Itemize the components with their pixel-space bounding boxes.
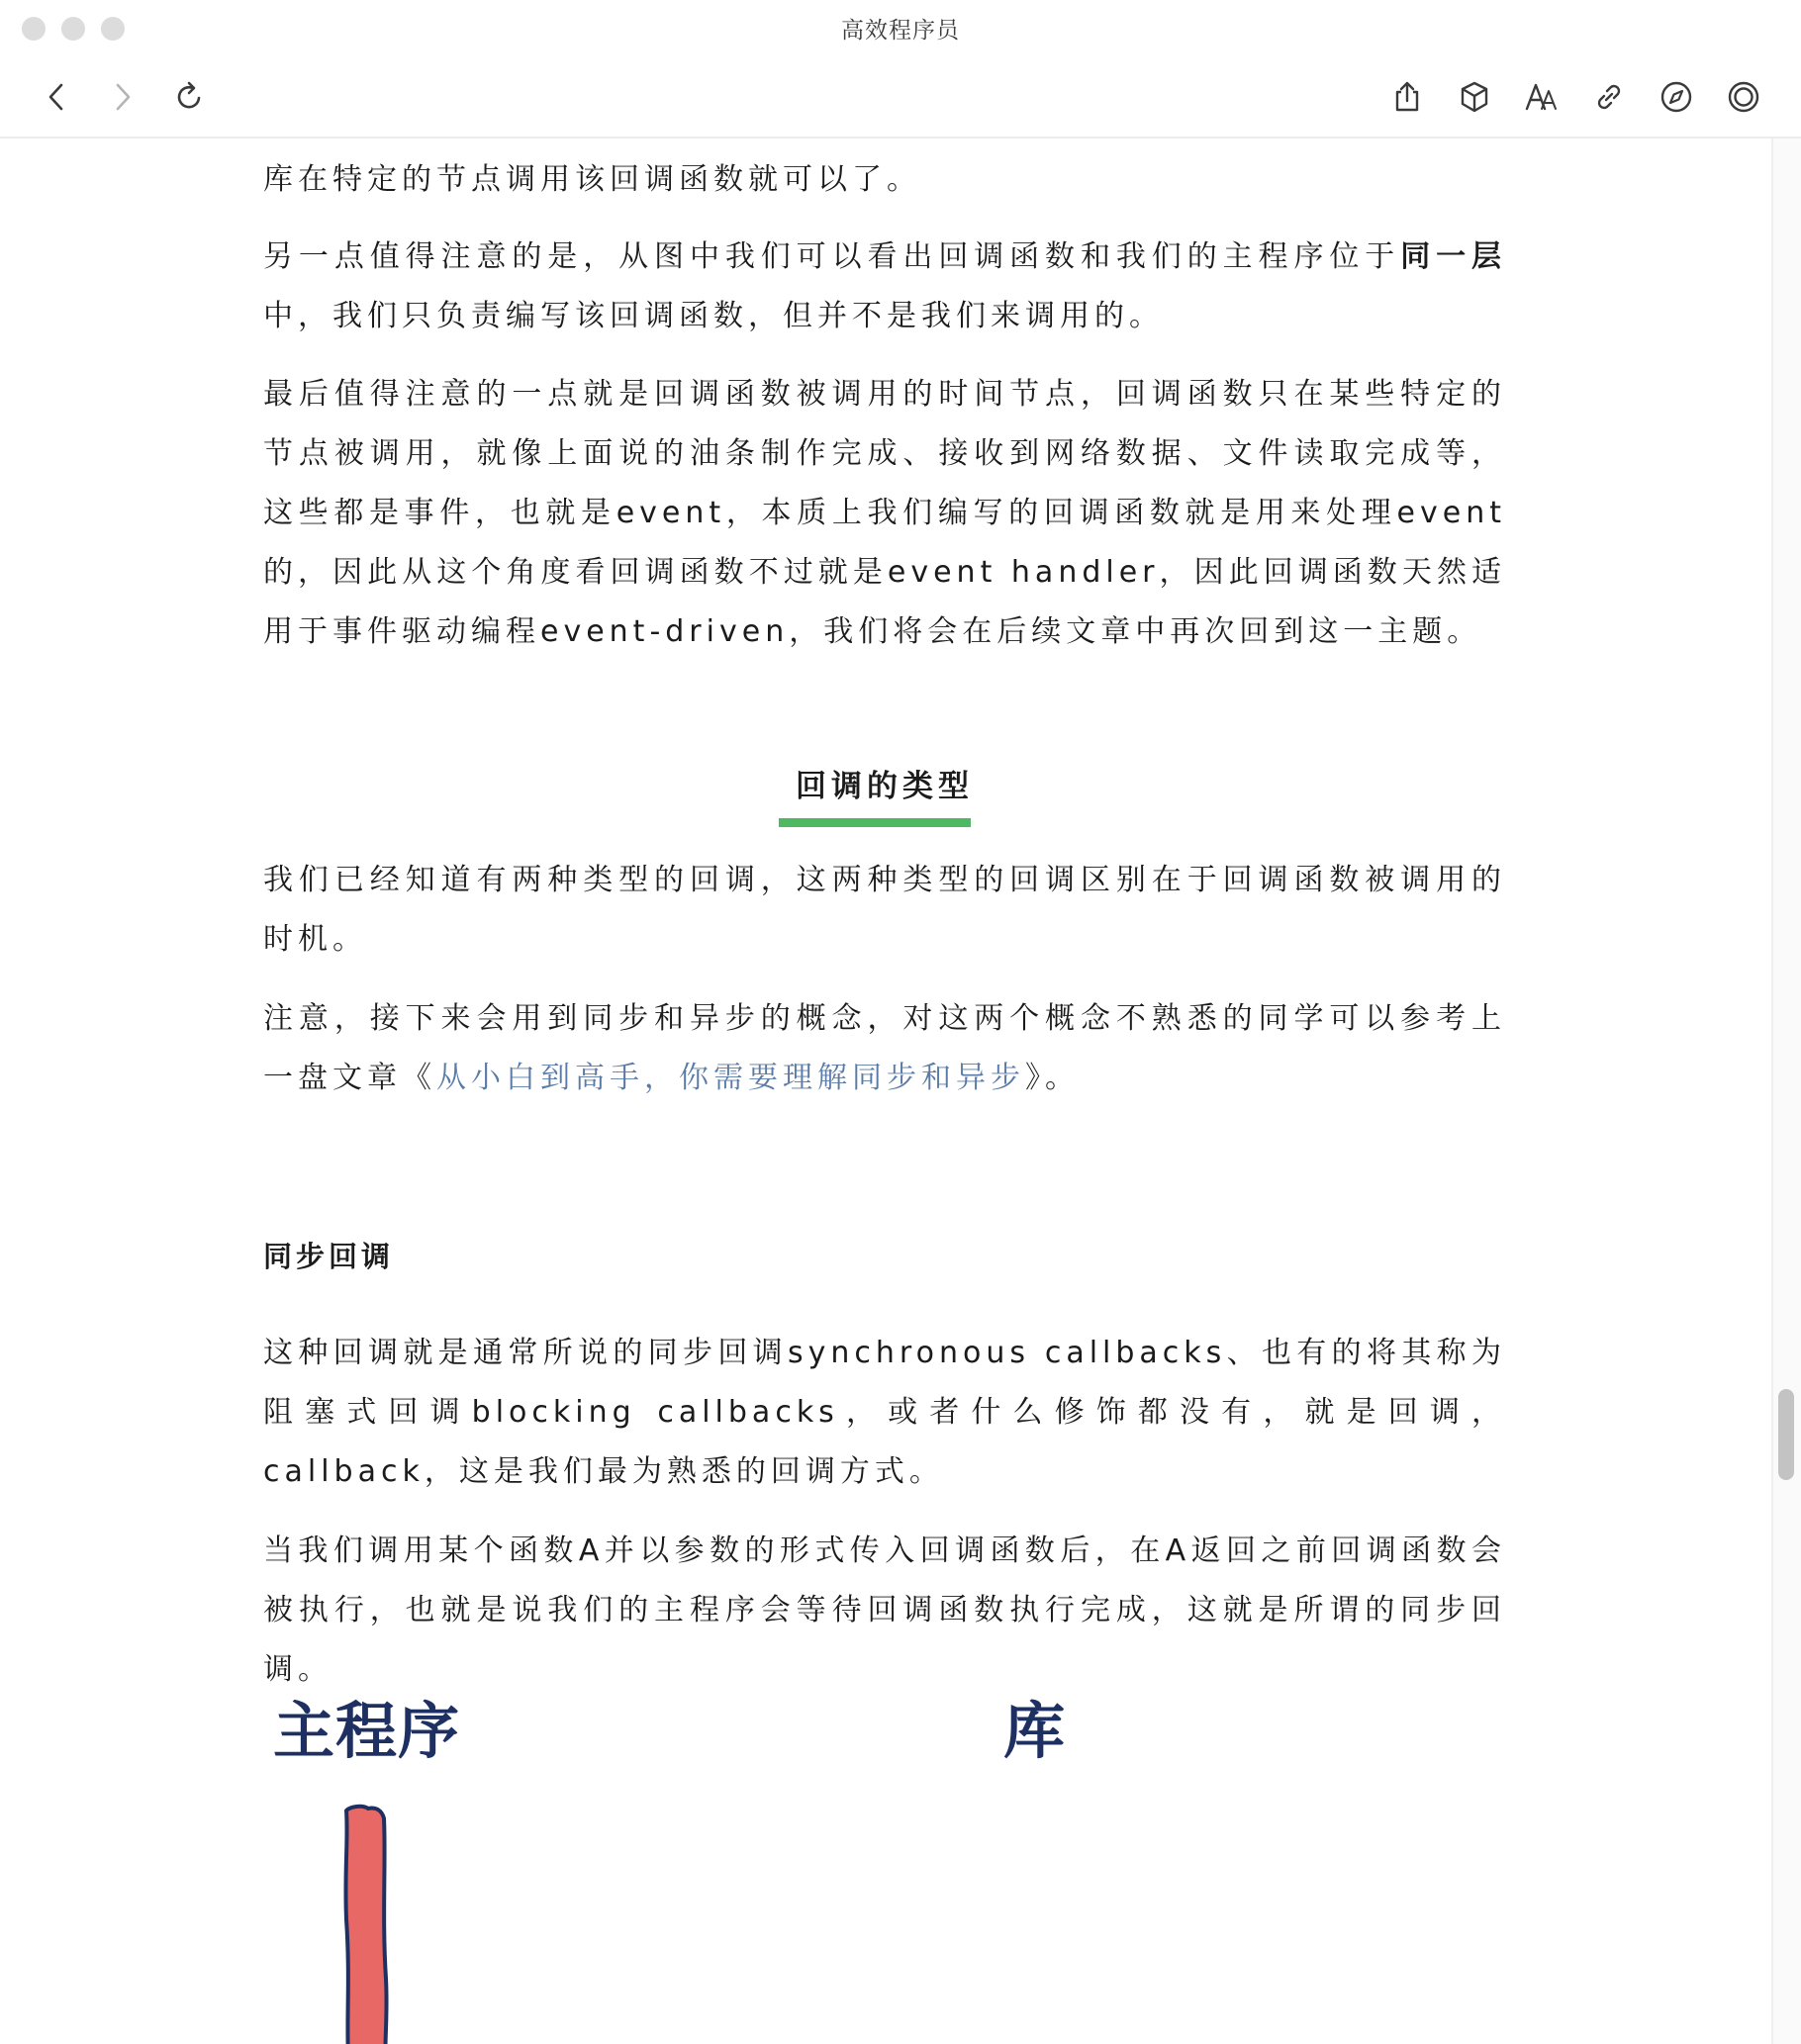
bold-same-layer: 同一层 (1400, 239, 1507, 274)
library-label: 库 (1003, 1695, 1067, 1767)
callback-illustration (263, 1682, 1506, 2044)
paragraph-3: 最后值得注意的一点就是回调函数被调用的时间节点，回调函数只在某些特定的节点被调用，就像上面说的油条制作完成、接收到网络数据、文件读取完成等，这些都是事件，也就是event，本质上我们编写的回调函数就是用来处理event的，因此从这个角度看回调函数不过就是event handler，因此回调函数天然适用于事件驱动编程event-driven，我们将会在后续文章中再次回到这一主题。 (263, 377, 1506, 649)
subheading-sync-callback: 同步回调 (263, 1240, 395, 1273)
copy-link-button[interactable] (1587, 75, 1631, 119)
cube-icon (1457, 79, 1492, 115)
chevron-left-icon (40, 79, 75, 115)
reload-button[interactable] (168, 75, 212, 119)
paragraph-4: 我们已经知道有两种类型的回调，这两种类型的回调区别在于回调函数被调用的时机。 (263, 863, 1506, 957)
paragraph-1: 库在特定的节点调用该回调函数就可以了。 (263, 162, 921, 197)
target-button[interactable] (1722, 75, 1765, 119)
paragraph-6-wrap (263, 1324, 1506, 1502)
paragraph-2-text-end: 中，我们只负责编写该回调函数，但并不是我们来调用的。 (263, 299, 1164, 333)
scrollbar-track[interactable] (1771, 139, 1801, 2044)
article-link[interactable]: 从小白到高手，你需要理解同步和异步 (436, 1061, 1025, 1095)
back-button[interactable] (36, 75, 79, 119)
compass-icon (1659, 79, 1694, 115)
chevron-right-icon (105, 79, 141, 115)
paragraph-5-text-end: 》。 (1025, 1061, 1080, 1095)
font-size-button[interactable] (1520, 75, 1564, 119)
paragraph-4-wrap (263, 851, 1506, 970)
font-size-icon (1524, 79, 1560, 115)
cube-button[interactable] (1453, 75, 1496, 119)
paragraph-7: 当我们调用某个函数A并以参数的形式传入回调函数后，在A返回之前回调函数会被执行，也就是说我们的主程序会等待回调函数执行完成，这就是所谓的同步回调。 (263, 1533, 1506, 1687)
section-heading-wrap (263, 762, 1506, 841)
paragraph-2 (263, 228, 1506, 346)
share-button[interactable] (1385, 75, 1429, 119)
section-heading: 回调的类型 (796, 769, 974, 804)
main-program-timeline-bar (332, 1801, 412, 2044)
toolbar (0, 59, 1801, 139)
main-program-label: 主程序 (273, 1695, 461, 1767)
share-icon (1389, 79, 1425, 115)
paragraph-5-wrap (263, 989, 1506, 1108)
paragraph-2-text: 另一点值得注意的是，从图中我们可以看出回调函数和我们的主程序位于 (263, 239, 1401, 274)
article-viewport (0, 139, 1771, 2044)
heading-underline (779, 818, 971, 827)
forward-button[interactable] (101, 75, 144, 119)
reload-icon (172, 79, 208, 115)
paragraph-5-text: 注意，接下来会用到同步和异步的概念，对这两个概念不熟悉的同学可以参考上一盘文章《 (263, 1001, 1506, 1095)
scrollbar-thumb[interactable] (1778, 1389, 1794, 1480)
target-icon (1726, 79, 1761, 115)
title-bar (0, 0, 1801, 59)
link-icon (1591, 79, 1627, 115)
compass-button[interactable] (1655, 75, 1698, 119)
window-title: 高效程序员 (841, 18, 960, 44)
article-body (263, 150, 1506, 210)
paragraph-6: 这种回调就是通常所说的同步回调synchronous callbacks、也有的将其称为阻塞式回调blocking callbacks，或者什么修饰都没有，就是回调，callback，这是我们最为熟悉的回调方式。 (263, 1336, 1506, 1489)
paragraph-7-wrap (263, 1522, 1506, 1700)
paragraph-3-wrap (263, 365, 1506, 662)
